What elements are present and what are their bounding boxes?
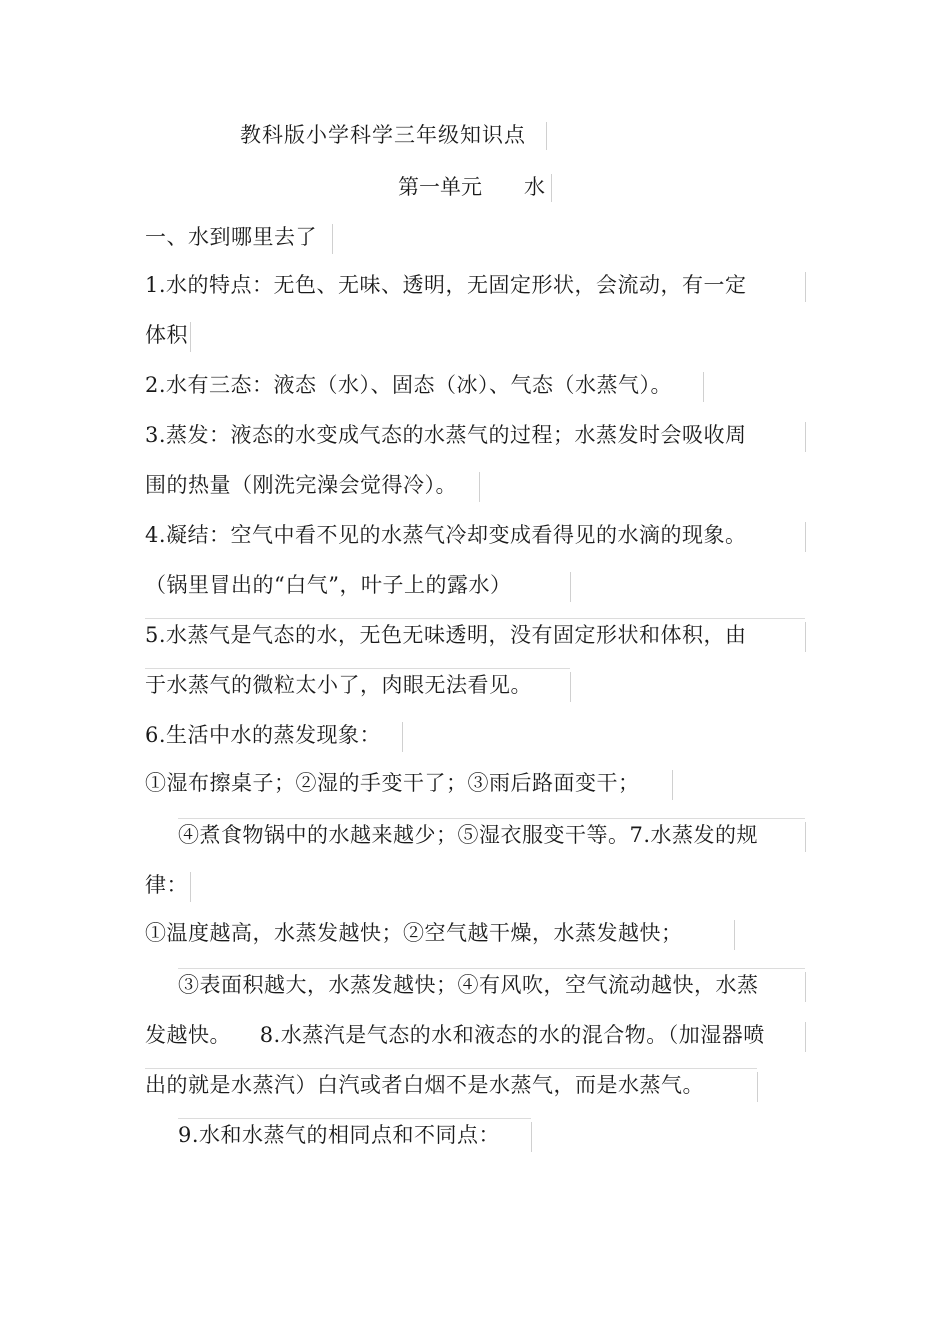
paragraph-line: 9.水和水蒸气的相同点和不同点： <box>178 1123 501 1147</box>
paragraph-line: 2.水有三态：液态（水）、固态（冰）、气态（水蒸气）。 <box>145 373 673 397</box>
line-guide-mark <box>570 572 571 602</box>
line-guide-mark <box>805 622 806 652</box>
line-guide-mark <box>546 122 547 150</box>
line-guide-mark <box>551 174 552 202</box>
line-guide-mark <box>570 672 571 702</box>
line-guide-mark <box>332 224 333 254</box>
line-guide-mark <box>479 472 480 502</box>
line-guide-underline <box>178 1118 531 1119</box>
line-guide-underline <box>178 818 805 819</box>
paragraph-line: 发越快。 8.水蒸汽是气态的水和液态的水的混合物。（加湿器喷 <box>145 1023 765 1047</box>
line-guide-mark <box>703 372 704 402</box>
line-guide-mark <box>805 422 806 452</box>
line-guide-mark <box>190 872 191 902</box>
line-guide-mark <box>531 1122 532 1152</box>
paragraph-line: ①温度越高，水蒸发越快；②空气越干燥，水蒸发越快； <box>145 921 683 945</box>
paragraph-line: ①湿布擦桌子；②湿的手变干了；③雨后路面变干； <box>145 771 640 795</box>
line-guide-mark <box>805 1022 806 1052</box>
paragraph-line: 围的热量（刚洗完澡会觉得冷）。 <box>145 473 457 497</box>
line-guide-underline <box>145 668 570 669</box>
paragraph-line: 律： <box>145 873 188 897</box>
paragraph-line: 体积 <box>145 323 188 347</box>
line-guide-mark <box>734 920 735 950</box>
section-heading: 一、水到哪里去了 <box>145 225 317 249</box>
paragraph-line: 5.水蒸气是气态的水，无色无味透明，没有固定形状和体积，由 <box>145 623 747 647</box>
unit-label: 第一单元 <box>398 175 482 199</box>
paragraph-line: （锅里冒出的“白气”，叶子上的露水） <box>145 573 512 597</box>
paragraph-line: 3.蒸发：液态的水变成气态的水蒸气的过程；水蒸发时会吸收周 <box>145 423 747 447</box>
line-guide-underline <box>145 1068 757 1069</box>
unit-heading <box>398 172 545 202</box>
paragraph-line: 6.生活中水的蒸发现象： <box>145 723 382 747</box>
paragraph-line: 于水蒸气的微粒太小了，肉眼无法看见。 <box>145 673 532 697</box>
line-guide-mark <box>805 272 806 302</box>
unit-name: 水 <box>524 175 545 199</box>
paragraph-line: 出的就是水蒸汽）白汽或者白烟不是水蒸气，而是水蒸气。 <box>145 1073 704 1097</box>
line-guide-mark <box>757 1072 758 1102</box>
paragraph-line: ④煮食物锅中的水越来越少；⑤湿衣服变干等。7.水蒸发的规 <box>178 823 759 847</box>
line-guide-mark <box>805 822 806 852</box>
paragraph-line: 1.水的特点：无色、无味、透明，无固定形状，会流动，有一定 <box>145 273 747 297</box>
line-guide-mark <box>805 522 806 552</box>
document-title: 教科版小学科学三年级知识点 <box>240 123 526 147</box>
line-guide-underline <box>178 968 805 969</box>
paragraph-line: 4.凝结：空气中看不见的水蒸气冷却变成看得见的水滴的现象。 <box>145 523 747 547</box>
paragraph-line: ③表面积越大，水蒸发越快；④有风吹，空气流动越快，水蒸 <box>178 973 759 997</box>
line-guide-mark <box>672 770 673 800</box>
line-guide-mark <box>805 972 806 1002</box>
line-guide-mark <box>402 722 403 752</box>
line-guide-underline <box>145 618 805 619</box>
line-guide-mark <box>190 322 191 352</box>
